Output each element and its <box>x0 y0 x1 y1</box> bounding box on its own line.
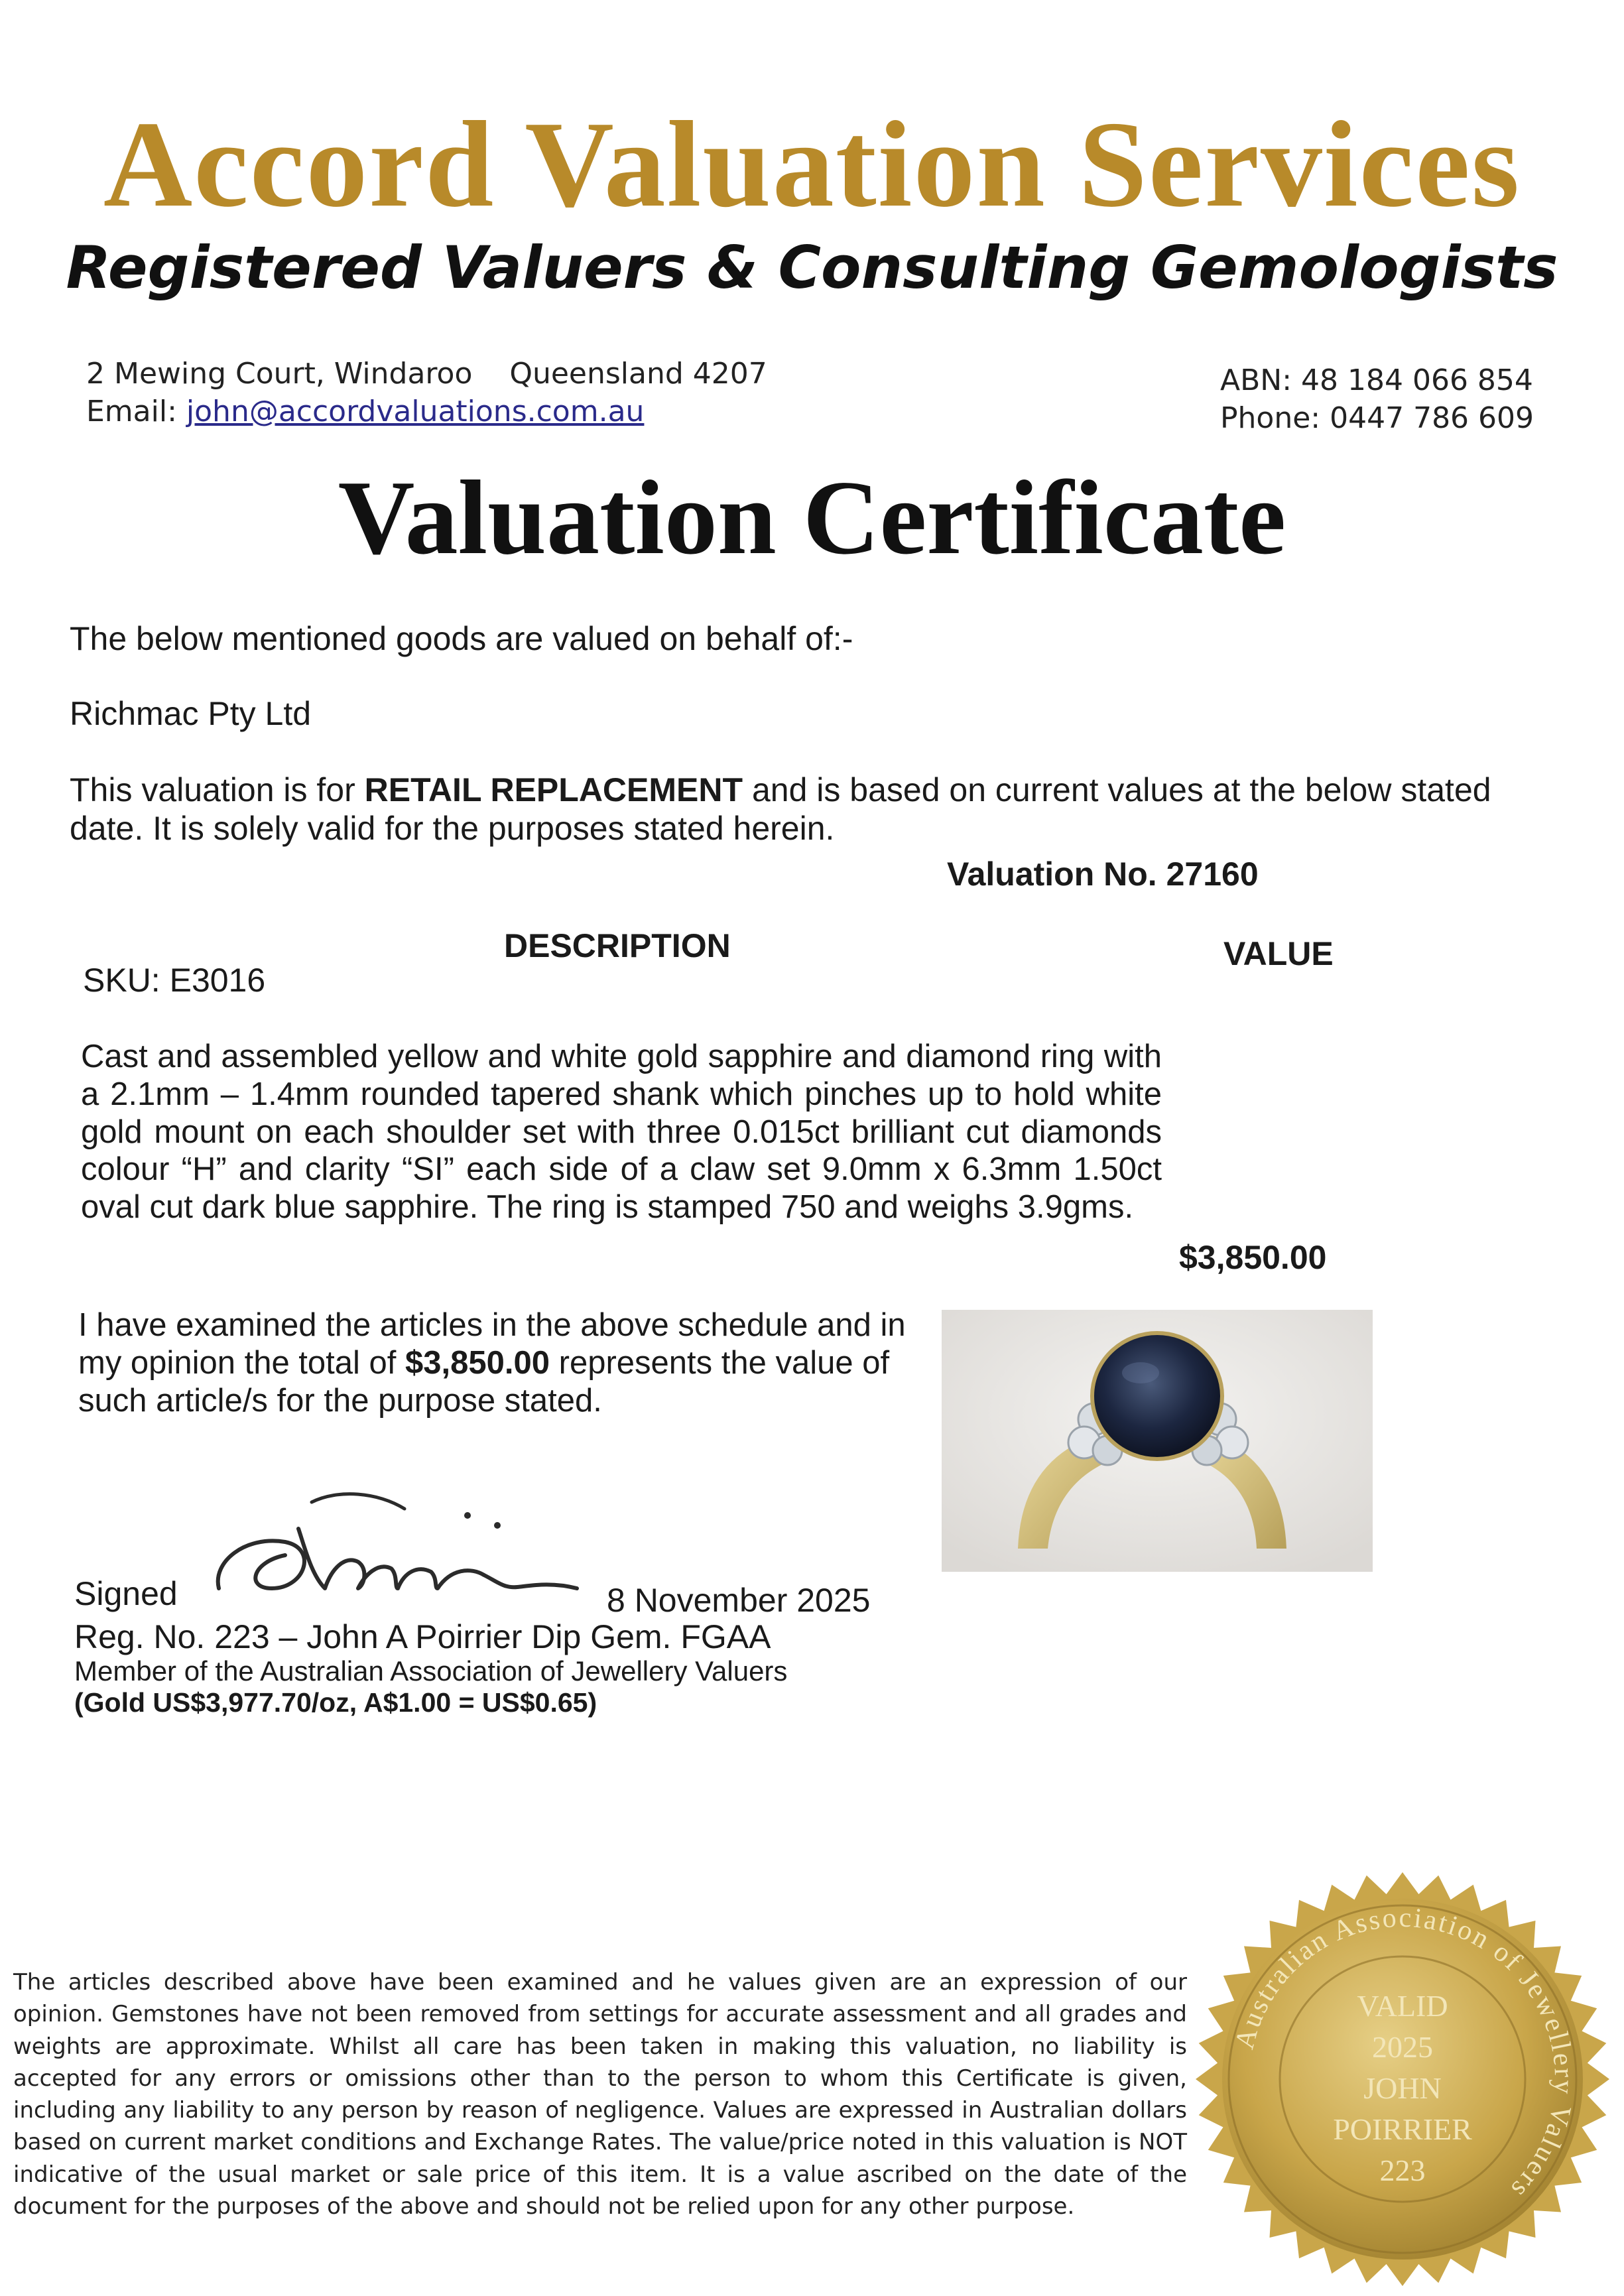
email-link[interactable]: john@accordvaluations.com.au <box>186 395 645 429</box>
abn: ABN: 48 184 066 854 <box>1220 363 1533 397</box>
email-row <box>86 393 767 430</box>
address-block <box>86 355 767 430</box>
purpose-prefix: This valuation is for <box>70 771 355 808</box>
signed-label: Signed <box>74 1575 178 1612</box>
opinion-prefix: I have examined the articles in the above schedule and in my opinion the total of <box>78 1307 906 1381</box>
item-description: Cast and assembled yellow and white gold sapphire and diamond ring with a 2.1mm – 1.4mm rounded tapered shank which pinches up to hold white gold mount on each shoulder set with three 0.015ct brilliant cut diamonds colour “H” and clarity “SI” each side of a claw set 9.0mm x 6.3mm 1.50ct oval cut dark blue sapphire. The ring is stamped 750 and weighs 3.9gms. <box>81 1039 1162 1226</box>
registration-block <box>1220 361 1534 437</box>
handwritten-signature <box>206 1489 590 1615</box>
opinion-total: $3,850.00 <box>405 1344 550 1381</box>
sku: SKU: E3016 <box>83 962 266 999</box>
purpose-bold: RETAIL REPLACEMENT <box>364 771 743 808</box>
item-value: $3,850.00 <box>1179 1239 1327 1276</box>
seal-line: VALID <box>1357 1989 1448 2023</box>
disclaimer: The articles described above have been examined and he values given are an expression of our opinion. Gemstones have not been removed from settings for accurate assessment and all grades and weights are approximate. Whilst all care has been taken in making this valuation, no liability is accepted for any errors or omissions other than to the person to whom this Certificate is given, including any liability to any person by reason of negligence. Values are expressed in Australian dollars based on current market conditions and Exchange Rates. The value/price noted in this valuation is NOT indicative of the usual market or sale price of this item. It is a value ascribed on the date of the document for the purposes of the above and should not be relied upon for any other purpose. <box>13 1969 1187 2220</box>
ring-photo <box>942 1310 1373 1572</box>
company-tagline: Registered Valuers & Consulting Gemologists <box>66 233 1558 302</box>
purpose-text <box>70 771 1548 848</box>
seal-line: 2025 <box>1372 2030 1433 2064</box>
value-header: VALUE <box>1223 935 1334 972</box>
opinion-text <box>78 1307 934 1419</box>
ring-illustration <box>942 1310 1373 1572</box>
address: 2 Mewing Court, Windaroo Queensland 4207 <box>86 357 767 391</box>
member-line: Member of the Australian Association of Jewellery Valuers <box>74 1655 788 1687</box>
phone: Phone: 0447 786 609 <box>1220 401 1534 436</box>
seal-line: 223 <box>1379 2153 1426 2187</box>
seal-ring-text: Australian Association of Jewellery Valuers <box>1229 1902 1580 2206</box>
company-name: Accord Valuation Services <box>103 96 1521 233</box>
purpose-line2: date. It is solely valid for the purposes stated herein. <box>70 809 835 847</box>
certificate-title: Valuation Certificate <box>338 458 1286 576</box>
valuation-number: Valuation No. 27160 <box>947 856 1259 893</box>
valuers-seal <box>1190 1867 1615 2291</box>
purpose-suffix: and is based on current values at the below stated <box>751 771 1491 808</box>
seal-line: POIRRIER <box>1333 2112 1472 2146</box>
seal-line: JOHN <box>1363 2071 1442 2105</box>
gold-rate-line: (Gold US$3,977.70/oz, A$1.00 = US$0.65) <box>74 1687 597 1718</box>
opinion-suffix: represents the value of such article/s for the purpose stated. <box>78 1344 890 1419</box>
client-name: Richmac Pty Ltd <box>70 695 312 732</box>
intro-text: The below mentioned goods are valued on behalf of:- <box>70 620 853 657</box>
registration-line: Reg. No. 223 – John A Poirrier Dip Gem. FGAA <box>74 1618 771 1655</box>
signature-date: 8 November 2025 <box>607 1582 871 1619</box>
email-label: Email: <box>86 395 177 429</box>
description-header: DESCRIPTION <box>504 927 731 964</box>
